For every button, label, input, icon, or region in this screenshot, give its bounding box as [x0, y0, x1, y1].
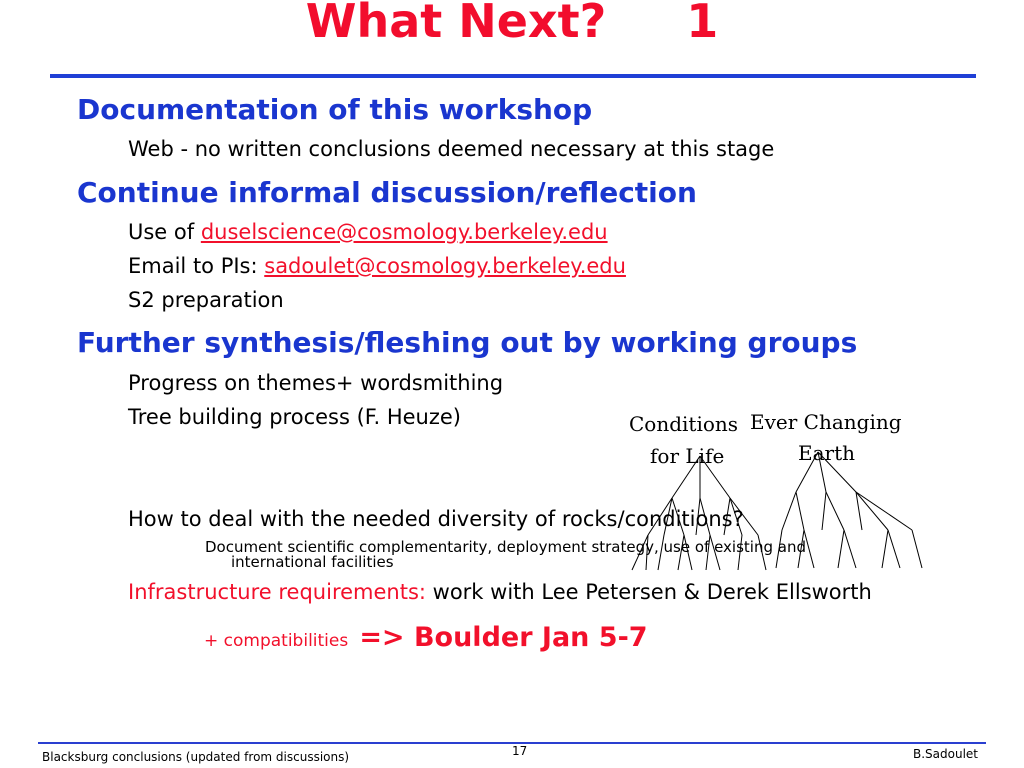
use-of-prefix: Use of — [128, 220, 201, 244]
progress-line: Progress on themes+ wordsmithing — [128, 371, 504, 395]
duselscience-email-link[interactable]: duselscience@cosmology.berkeley.edu — [200, 220, 608, 244]
tree-label-conditions: Conditions — [629, 412, 739, 436]
footer-left-text: Blacksburg conclusions (updated from discussions) — [42, 750, 350, 764]
title-text: What Next? — [305, 0, 607, 48]
infrastructure-line — [128, 580, 872, 604]
boulder-meeting: => Boulder Jan 5-7 — [359, 622, 648, 653]
page-number: 17 — [512, 744, 528, 758]
slide-title — [0, 0, 1024, 48]
heading-documentation: Documentation of this workshop — [77, 93, 593, 126]
web-note: Web - no written conclusions deemed necessary at this stage — [128, 137, 775, 161]
title-divider — [50, 74, 976, 78]
s2-preparation: S2 preparation — [128, 288, 284, 312]
compatibilities-label: + compatibilities — [204, 631, 349, 651]
heading-discussion: Continue informal discussion/reflection — [77, 176, 697, 209]
compatibilities-line — [204, 622, 648, 653]
email-pis-prefix: Email to PIs: — [128, 254, 265, 278]
infrastructure-label: Infrastructure requirements: — [128, 580, 426, 604]
tree-process-line: Tree building process (F. Heuze) — [128, 405, 461, 429]
sadoulet-email-link[interactable]: sadoulet@cosmology.berkeley.edu — [264, 254, 626, 278]
footer-author: B.Sadoulet — [913, 747, 979, 761]
document-line-2: international facilities — [231, 553, 394, 571]
diversity-line: How to deal with the needed diversity of rocks/conditions? — [128, 507, 744, 531]
email-pis-line — [128, 254, 626, 278]
infrastructure-text: work with Lee Petersen & Derek Ellsworth — [425, 580, 872, 604]
use-of-line — [128, 220, 608, 244]
tree-label-earth: Earth — [798, 441, 856, 465]
heading-synthesis: Further synthesis/fleshing out by working groups — [77, 326, 858, 359]
title-number: 1 — [686, 0, 719, 48]
document-line-1: Document scientific complementarity, deployment strategy, use of existing and — [205, 538, 806, 556]
tree-label-ever-changing: Ever Changing — [750, 410, 902, 434]
tree-label-for-life: for Life — [650, 444, 725, 468]
